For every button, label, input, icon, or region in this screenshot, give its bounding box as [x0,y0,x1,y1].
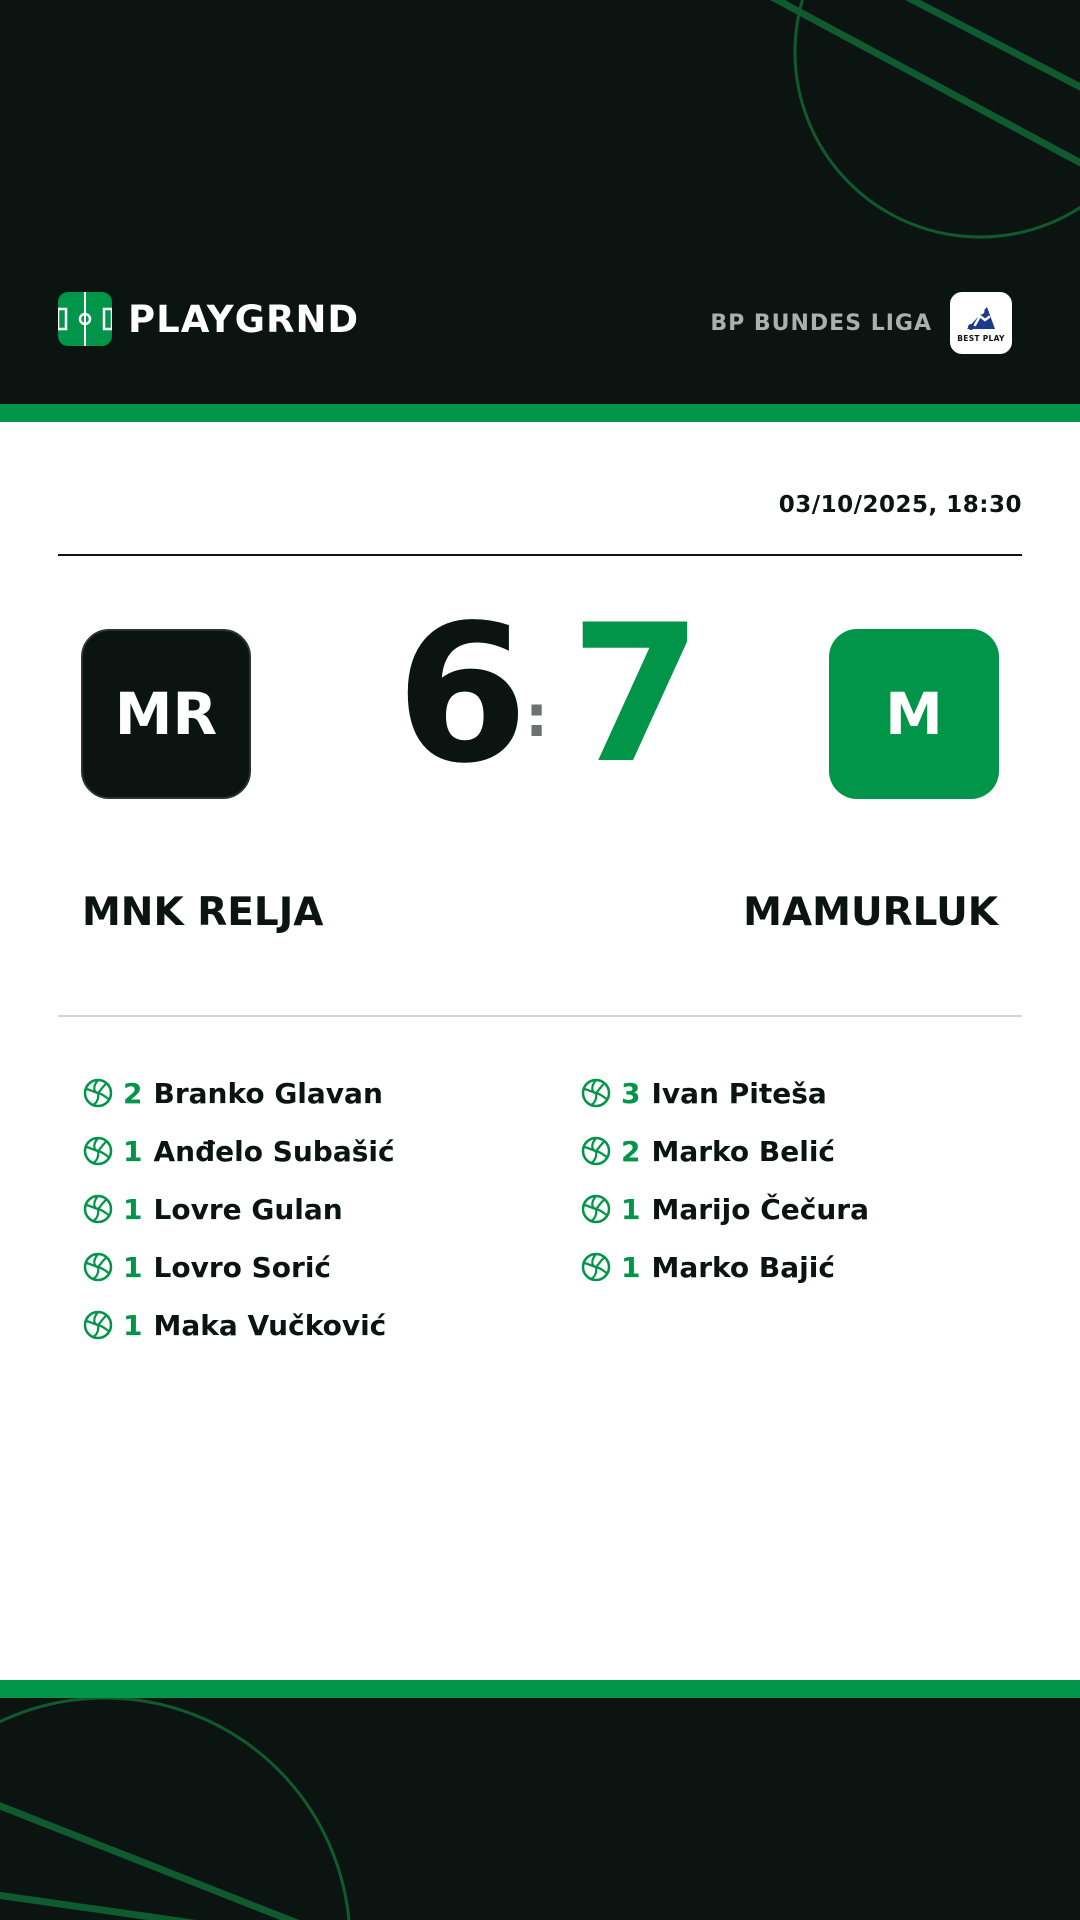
match-datetime: 03/10/2025, 18:30 [778,492,1022,518]
away-team-badge: M [829,629,999,799]
scorer-row [83,1122,543,1180]
goal-count: 1 [123,1134,143,1168]
league-badge [950,292,1012,354]
scorer-row [83,1238,543,1296]
ball-icon [581,1136,611,1166]
scorer-row [581,1238,1041,1296]
divider [58,554,1022,556]
away-team-name: MAMURLUK [743,890,998,935]
scorer-name: Marko Bajić [651,1250,835,1284]
ball-icon [581,1078,611,1108]
ball-icon [83,1136,113,1166]
ball-icon [83,1078,113,1108]
league-badge-text: BEST PLAY [957,334,1005,343]
ball-icon [83,1310,113,1340]
divider [58,1015,1022,1017]
player-icon [963,303,999,333]
goal-count: 1 [621,1250,641,1284]
home-score: 6 [396,584,529,805]
scorer-name: Marijo Čečura [651,1192,870,1226]
league-name: BP BUNDES LIGA [710,310,932,336]
scorer-row [83,1180,543,1238]
goal-count: 1 [123,1250,143,1284]
brand [58,292,359,346]
header [0,0,1080,404]
scorer-name: Lovro Sorić [153,1250,332,1284]
home-team-name: MNK RELJA [82,890,324,935]
goal-count: 1 [621,1192,641,1226]
scorer-name: Marko Belić [651,1134,836,1168]
goal-count: 1 [123,1192,143,1226]
goal-count: 2 [621,1134,641,1168]
scorer-row [83,1064,543,1122]
scorer-row [581,1064,1041,1122]
footer [0,1698,1080,1920]
scorer-name: Branko Glavan [153,1076,383,1110]
ball-icon [83,1252,113,1282]
away-scorers-list [581,1064,1041,1296]
pitch-icon [58,292,112,346]
scorer-name: Lovre Gulan [153,1192,343,1226]
footer-pitch-lines [0,1698,1080,1920]
ball-icon [581,1194,611,1224]
scorer-row [581,1122,1041,1180]
goal-count: 2 [123,1076,143,1110]
goal-count: 1 [123,1308,143,1342]
footer-accent-bar [0,1680,1080,1698]
ball-icon [83,1194,113,1224]
brand-name: PLAYGRND [128,297,360,341]
scorer-row [581,1180,1041,1238]
scorer-row [83,1296,543,1354]
scorer-name: Maka Vučković [153,1308,387,1342]
scorer-name: Ivan Piteša [651,1076,827,1110]
goal-count: 3 [621,1076,641,1110]
scorer-name: Anđelo Subašić [153,1134,395,1168]
header-accent-bar [0,404,1080,422]
score-separator: : [525,682,549,750]
home-team-badge: MR [81,629,251,799]
away-score: 7 [570,584,703,805]
ball-icon [581,1252,611,1282]
league [710,292,1012,354]
home-scorers-list [83,1064,543,1354]
